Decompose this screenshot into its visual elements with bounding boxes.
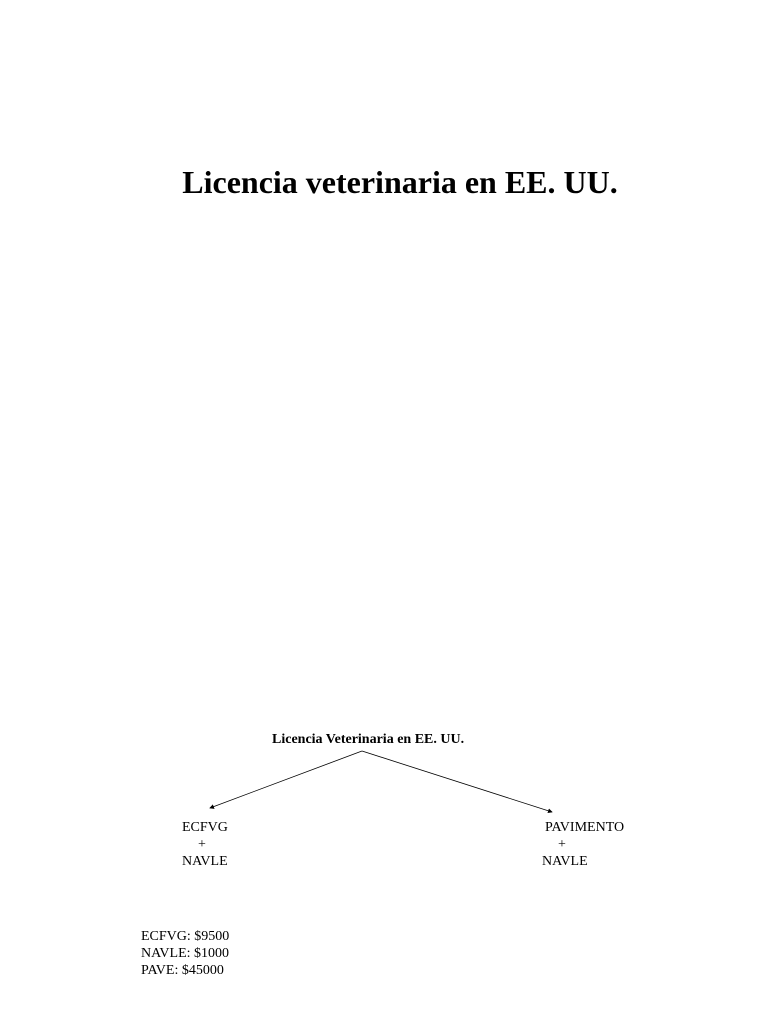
branch-right-top: PAVIMENTO [545,820,625,835]
cost-item-pave: PAVE: $45000 [141,963,224,978]
cost-item-navle: NAVLE: $1000 [141,946,230,961]
branch-right-bottom: NAVLE [542,854,588,869]
cost-list [141,928,229,979]
arrow-to-right-branch [362,751,552,812]
diagram-root-label: Licencia Veterinaria en EE. UU. [272,732,465,747]
branch-left-bottom: NAVLE [182,854,228,869]
branch-right-join: + [558,837,566,852]
page-title: Licencia veterinaria en EE. UU. [182,164,618,200]
cost-item-ecfvg: ECFVG: $9500 [141,929,230,944]
arrow-to-left-branch [210,751,362,808]
branch-left [182,819,228,870]
branch-left-top: ECFVG [182,820,228,835]
branch-left-join: + [198,837,206,852]
branch-right [542,819,624,870]
